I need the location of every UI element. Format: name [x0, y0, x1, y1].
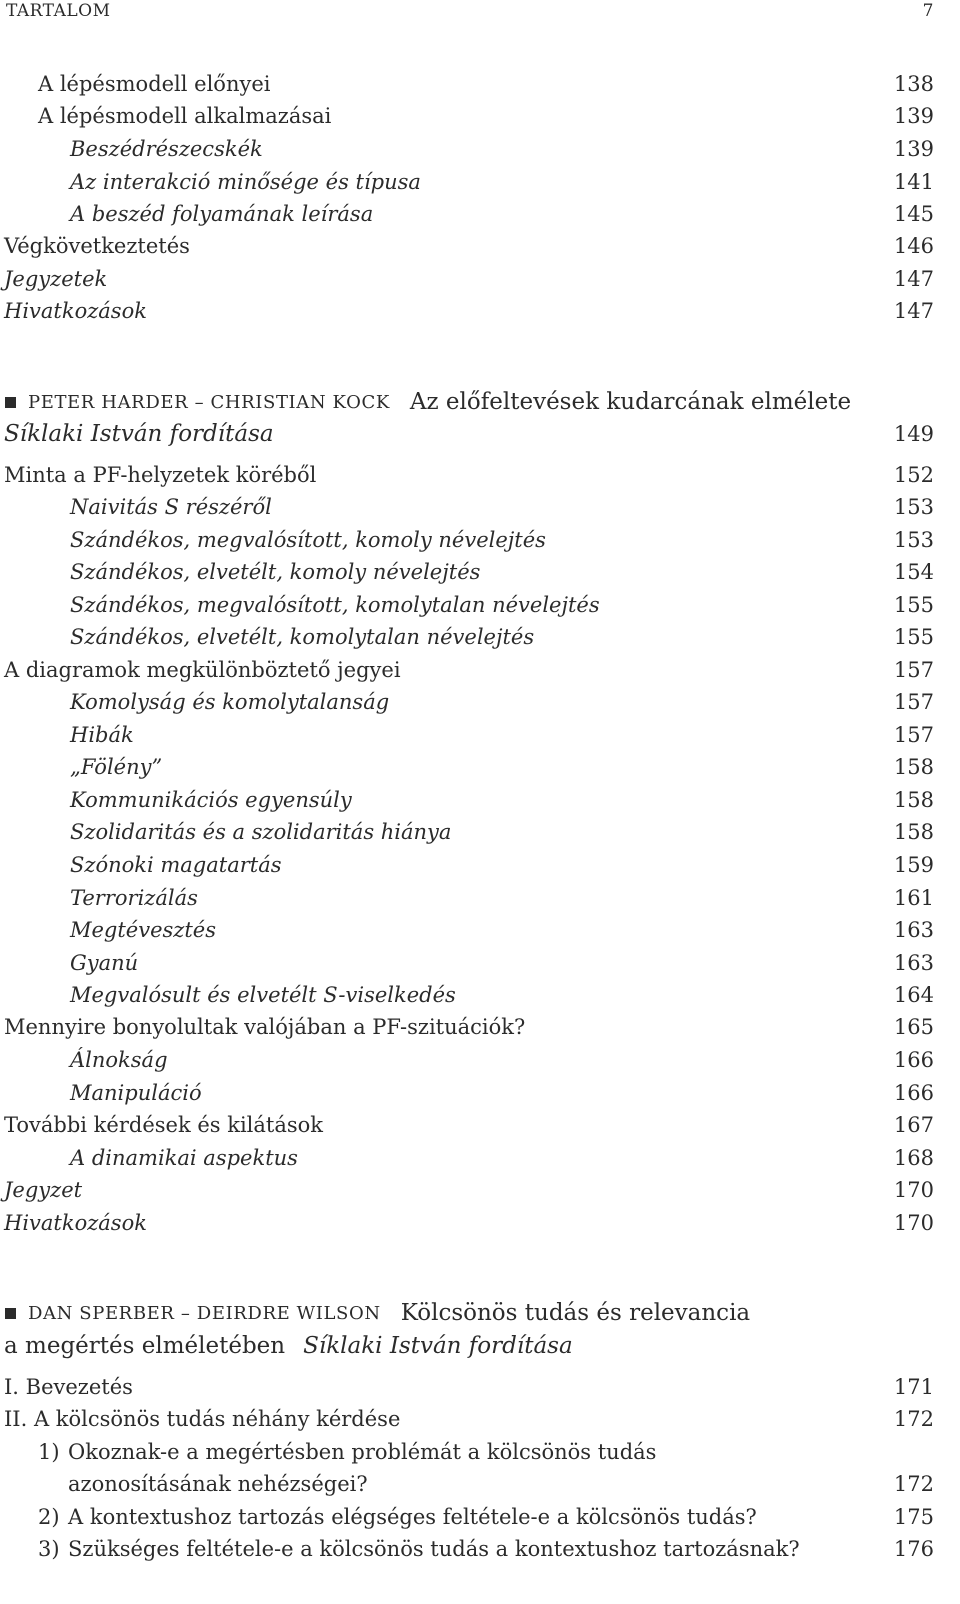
- toc-entry-title: Az interakció minősége és típusa: [70, 170, 421, 194]
- toc-entry-title: II. A kölcsönös tudás néhány kérdése: [4, 1407, 401, 1431]
- toc-entry-title: Terrorizálás: [70, 886, 198, 910]
- toc-entry-title: Szándékos, megvalósított, komoly névelejtés: [70, 528, 546, 552]
- toc-entry: [0, 1403, 934, 1435]
- toc-entry-page: 147: [893, 299, 934, 323]
- toc-entry-page: 153: [893, 495, 934, 519]
- toc-entry-page: 152: [893, 463, 934, 487]
- toc-entry-title: A dinamikai aspektus: [70, 1146, 298, 1170]
- toc-entry: [0, 621, 934, 653]
- chapter-authors: DAN SPERBER – DEIRDRE WILSON: [28, 1302, 381, 1324]
- toc-entry-title: Szónoki magatartás: [70, 853, 282, 877]
- square-bullet-icon: [5, 397, 16, 408]
- toc-entry-title: Szolidaritás és a szolidaritás hiánya: [70, 820, 452, 844]
- toc-entry-page: 161: [893, 886, 934, 910]
- toc-entry: [0, 1077, 934, 1109]
- running-head-title: TARTALOM: [6, 1, 111, 21]
- toc-entry-title: Naivitás S részéről: [70, 495, 272, 519]
- toc-entry: [0, 1142, 934, 1174]
- toc-entry-number: 1): [38, 1440, 60, 1464]
- toc-entry-page: 171: [893, 1375, 934, 1399]
- toc-entry: [0, 133, 934, 165]
- chapter-translator: Síklaki István fordítása: [303, 1333, 573, 1359]
- toc-entry-page: 170: [893, 1178, 934, 1202]
- toc-entry-page: 170: [893, 1211, 934, 1235]
- toc-entry: [0, 198, 934, 230]
- toc-entry: [0, 589, 934, 621]
- toc-entry-title: A diagramok megkülönböztető jegyei: [4, 658, 401, 682]
- toc-entry: [0, 166, 934, 198]
- toc-entry: [0, 1174, 934, 1206]
- chapter-title: Kölcsönös tudás és relevancia: [400, 1300, 751, 1326]
- toc-entry-page: 157: [893, 658, 934, 682]
- toc-entry-title: Megtévesztés: [70, 918, 217, 942]
- toc-entry-page: 154: [893, 560, 934, 584]
- toc-entry: [0, 230, 934, 262]
- toc-entry-page: 165: [893, 1015, 934, 1039]
- toc-entry-title: Szükséges feltétele-e a kölcsönös tudás a kontextushoz tartozásnak?: [68, 1537, 800, 1561]
- toc-entry: [0, 1044, 934, 1076]
- toc-entry-page: 175: [893, 1505, 934, 1529]
- toc-entry-page: 159: [893, 853, 934, 877]
- toc-entry-page: 146: [893, 234, 934, 258]
- toc-entry-title: Hivatkozások: [4, 1211, 147, 1235]
- toc-entry: [0, 751, 934, 783]
- toc-entry-title: Jegyzet: [4, 1178, 83, 1202]
- toc-entry-title: Szándékos, elvetélt, komolytalan névelejtés: [70, 625, 535, 649]
- toc-entry: [0, 654, 934, 686]
- toc-entry-title: „Fölény”: [70, 755, 163, 779]
- toc-entry-page: 139: [893, 137, 934, 161]
- toc-entry-page: 158: [893, 820, 934, 844]
- toc-entry-page: 155: [893, 593, 934, 617]
- toc-entry: [0, 459, 934, 491]
- chapter-translator: Síklaki István fordítása: [4, 421, 274, 447]
- chapter-title: Az előfeltevések kudarcának elmélete: [409, 389, 852, 415]
- toc-entry-title: I. Bevezetés: [4, 1375, 133, 1399]
- toc-entry: [0, 1011, 934, 1043]
- toc-entry-page: 168: [893, 1146, 934, 1170]
- toc-entry-title: azonosításának nehézségei?: [68, 1472, 368, 1496]
- chapter-page: 149: [893, 422, 934, 446]
- toc-entry-page: 158: [893, 788, 934, 812]
- toc-entry-title: Okoznak-e a megértésben problémát a kölcsönös tudás: [68, 1440, 657, 1464]
- toc-entry-title: A lépésmodell előnyei: [38, 72, 271, 96]
- chapter-translator-line: [0, 418, 934, 450]
- toc-entry: [0, 1109, 934, 1141]
- toc-entry-title: Komolyság és komolytalanság: [70, 690, 390, 714]
- running-head: [6, 0, 934, 22]
- toc-entry-page: 157: [893, 690, 934, 714]
- toc-entry-title: A kontextushoz tartozás elégséges feltétele-e a kölcsönös tudás?: [68, 1505, 757, 1529]
- toc-entry: [0, 1501, 934, 1533]
- toc-entry-page: 155: [893, 625, 934, 649]
- toc-entry: [0, 719, 934, 751]
- toc-entry-page: 163: [893, 918, 934, 942]
- toc-entry-page: 153: [893, 528, 934, 552]
- toc-entry: [0, 556, 934, 588]
- toc-entry: [0, 1436, 934, 1468]
- toc-entry-title: A beszéd folyamának leírása: [70, 202, 374, 226]
- toc-entry: [0, 784, 934, 816]
- toc-entry: [0, 1533, 934, 1565]
- toc-entry-title: Hibák: [70, 723, 134, 747]
- toc-entry-title: Manipuláció: [70, 1081, 202, 1105]
- toc-entry-page: 158: [893, 755, 934, 779]
- toc-entry: [0, 914, 934, 946]
- toc-entry-page: 164: [893, 983, 934, 1007]
- page-number: 7: [922, 1, 934, 21]
- toc-entry-title: Hivatkozások: [4, 299, 147, 323]
- toc-entry-page: 141: [893, 170, 934, 194]
- toc-entry: [0, 263, 934, 295]
- toc-entry-title: Kommunikációs egyensúly: [70, 788, 352, 812]
- toc-entry-page: 172: [893, 1472, 934, 1496]
- toc-entry-continued: [0, 1468, 934, 1500]
- toc-entry: [0, 979, 934, 1011]
- toc-entry-title: Megvalósult és elvetélt S-viselkedés: [70, 983, 456, 1007]
- toc-entry-page: 163: [893, 951, 934, 975]
- toc-entry-page: 138: [893, 72, 934, 96]
- toc-entry: [0, 816, 934, 848]
- toc-entry: [0, 686, 934, 718]
- toc-entry-title: Mennyire bonyolultak valójában a PF-szituációk?: [4, 1015, 526, 1039]
- toc-entry-page: 176: [893, 1537, 934, 1561]
- toc-entry-number: 3): [38, 1537, 60, 1561]
- toc-entry-title: Szándékos, megvalósított, komolytalan névelejtés: [70, 593, 600, 617]
- toc-entry: [0, 295, 934, 327]
- toc-entry-title: Végkövetkeztetés: [4, 234, 190, 258]
- toc-entry-page: 147: [893, 267, 934, 291]
- toc-entry-title: A lépésmodell alkalmazásai: [38, 104, 332, 128]
- toc-entry-title: További kérdések és kilátások: [4, 1113, 324, 1137]
- toc-entry-title: Beszédrészecskék: [70, 137, 263, 161]
- toc-entry: [0, 849, 934, 881]
- chapter-heading-continued: [0, 1329, 934, 1363]
- toc-entry: [0, 100, 934, 132]
- toc-entry-title: Minta a PF-helyzetek köréből: [4, 463, 317, 487]
- toc-entry-page: 166: [893, 1081, 934, 1105]
- toc-entry: [0, 524, 934, 556]
- toc-entry-title: Gyanú: [70, 951, 139, 975]
- toc-entry-page: 167: [893, 1113, 934, 1137]
- square-bullet-icon: [5, 1308, 16, 1319]
- toc-entry: [0, 882, 934, 914]
- toc-entry: [0, 68, 934, 100]
- chapter-heading: [0, 1296, 934, 1330]
- toc-entry-page: 139: [893, 104, 934, 128]
- toc-entry-page: 145: [893, 202, 934, 226]
- toc-entry: [0, 947, 934, 979]
- toc-entry: [0, 1371, 934, 1403]
- toc-entry-page: 157: [893, 723, 934, 747]
- chapter-heading: [0, 385, 934, 419]
- toc-entry-title: Szándékos, elvetélt, komoly névelejtés: [70, 560, 481, 584]
- toc-entry-page: 172: [893, 1407, 934, 1431]
- chapter-authors: PETER HARDER – CHRISTIAN KOCK: [28, 391, 390, 413]
- toc-entry-page: 166: [893, 1048, 934, 1072]
- chapter-title-continued: a megértés elméletében: [4, 1333, 286, 1359]
- toc-entry: [0, 491, 934, 523]
- toc-entry: [0, 1207, 934, 1239]
- toc-entry-number: 2): [38, 1505, 60, 1529]
- toc-entry-title: Álnokság: [70, 1048, 168, 1072]
- toc-entry-title: Jegyzetek: [4, 267, 108, 291]
